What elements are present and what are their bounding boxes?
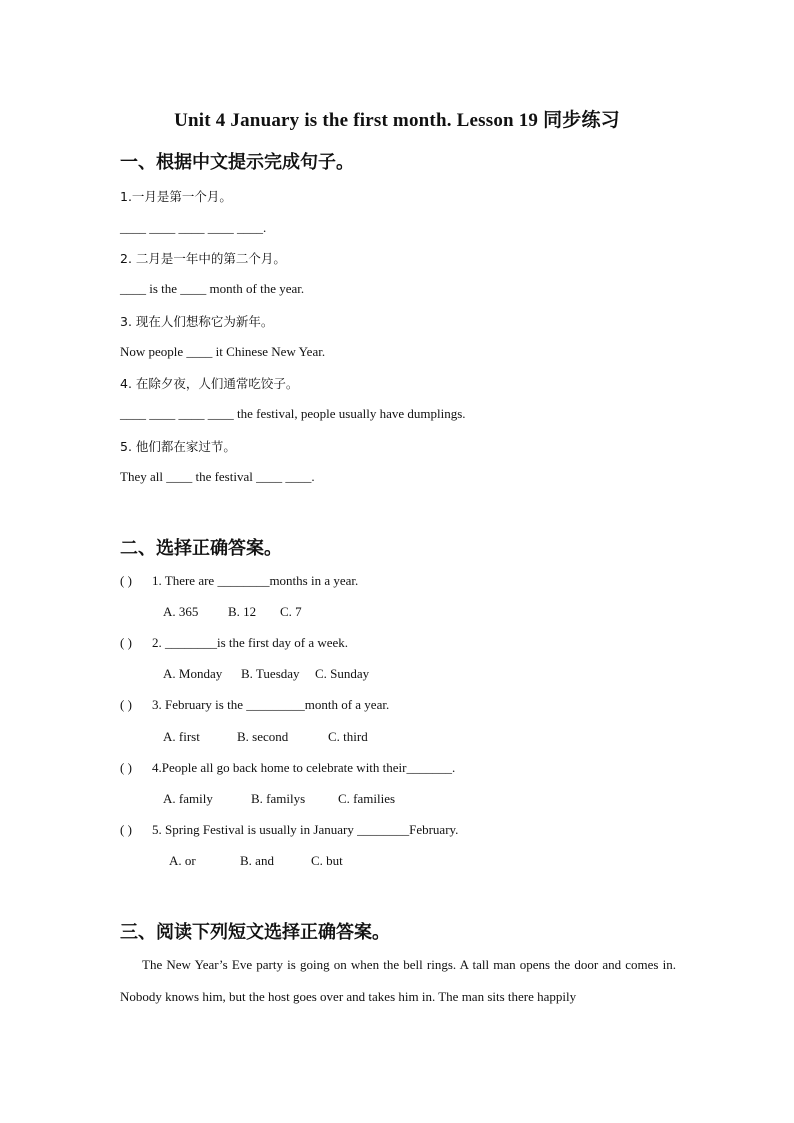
s2-q2-option-b: B. Tuesday bbox=[241, 666, 300, 681]
s2-q5-option-a: A. or bbox=[169, 853, 196, 868]
s2-q3-question: 3. February is the _________month of a year. bbox=[152, 697, 390, 712]
s2-q1-option-c: C. 7 bbox=[280, 604, 302, 619]
reading-passage-text: The New Year’s Eve party is going on when the bell rings. A tall man opens the door and comes in. Nobody knows him, but the host goes over and takes him in. The man sits there happily bbox=[120, 957, 676, 1004]
s2-q2-option-c: C. Sunday bbox=[315, 666, 370, 681]
s2-q1-option-a: A. 365 bbox=[163, 604, 199, 619]
section-2-heading: 二、选择正确答案。 bbox=[120, 538, 282, 559]
section-3-heading: 三、阅读下列短文选择正确答案。 bbox=[120, 922, 390, 943]
s2-q3-answer-blank: ( ) bbox=[120, 697, 132, 712]
s1-q3-chinese: 3. 现在人们想称它为新年。 bbox=[120, 314, 274, 329]
s2-q4-answer-blank: ( ) bbox=[120, 760, 132, 775]
section-1-heading: 一、根据中文提示完成句子。 bbox=[120, 152, 354, 173]
s2-q4-question: 4.People all go back home to celebrate with their_______. bbox=[152, 760, 456, 775]
s2-q2-option-a: A. Monday bbox=[163, 666, 223, 681]
s1-q2-chinese: 2. 二月是一年中的第二个月。 bbox=[120, 251, 286, 266]
s1-q5-chinese: 5. 他们都在家过节。 bbox=[120, 439, 236, 454]
s2-q2-answer-blank: ( ) bbox=[120, 635, 132, 650]
s2-q1-question: 1. There are ________months in a year. bbox=[152, 573, 359, 588]
s1-q1-english: ____ ____ ____ ____ ____. bbox=[120, 220, 267, 235]
s2-q4-option-b: B. familys bbox=[251, 791, 306, 806]
s1-q4-chinese: 4. 在除夕夜，人们通常吃饺子。 bbox=[120, 376, 299, 391]
s2-q1-answer-blank: ( ) bbox=[120, 573, 132, 588]
s2-q3-option-a: A. first bbox=[163, 729, 200, 744]
s2-q4-option-a: A. family bbox=[163, 791, 213, 806]
s1-q2-english: ____ is the ____ month of the year. bbox=[120, 281, 305, 296]
s2-q3-option-b: B. second bbox=[237, 729, 289, 744]
reading-passage bbox=[120, 949, 676, 1013]
s2-q5-question: 5. Spring Festival is usually in January ________February. bbox=[152, 822, 459, 837]
s2-q5-option-b: B. and bbox=[240, 853, 274, 868]
s1-q1-chinese: 1.一月是第一个月。 bbox=[120, 189, 232, 204]
s2-q3-option-c: C. third bbox=[328, 729, 368, 744]
s2-q1-option-b: B. 12 bbox=[228, 604, 257, 619]
s2-q5-option-c: C. but bbox=[311, 853, 343, 868]
s1-q4-english: ____ ____ ____ ____ the festival, people usually have dumplings. bbox=[120, 406, 466, 421]
s2-q2-question: 2. ________is the first day of a week. bbox=[152, 635, 349, 650]
page-title: Unit 4 January is the first month. Lesson 19 同步练习 bbox=[174, 110, 620, 131]
s1-q3-english: Now people ____ it Chinese New Year. bbox=[120, 344, 326, 359]
s2-q4-option-c: C. families bbox=[338, 791, 396, 806]
s2-q5-answer-blank: ( ) bbox=[120, 822, 132, 837]
s1-q5-english: They all ____ the festival ____ ____. bbox=[120, 469, 315, 484]
